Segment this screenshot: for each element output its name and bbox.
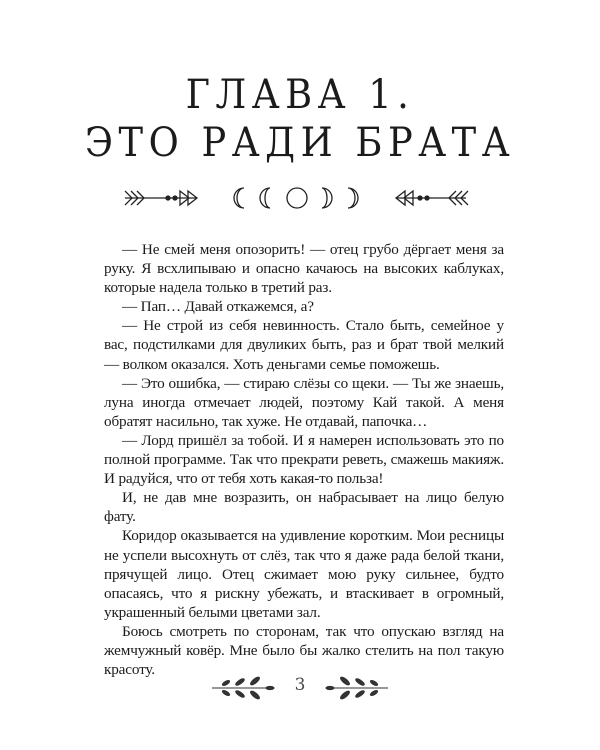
crescent-icon <box>260 188 270 208</box>
full-moon-icon <box>287 188 307 208</box>
leaf-branch-icon <box>212 676 274 700</box>
paragraph: — Не смей меня опозорить! — отец грубо дёргает меня за руку. Я всхлипываю и опасно качаюсь на высоких каблуках, которые надела только в третий раз. <box>104 241 504 297</box>
paragraph: Коридор оказывается на удивление коротким. Мои ресницы не успели высохнуть от слёз, так что я даже рада белой ткани, прячущей лицо. Отец сжимает мою руку сильнее, будто опасаясь, что я рискну убежать, и втаскивает в огромный, украшенный белыми цветами зал. <box>104 527 504 621</box>
paragraph: — Пап… Давай откажемся, а? <box>122 298 314 316</box>
paragraph: — Это ошибка, — стираю слёзы со щеки. — Ты же знаешь, луна иногда отмечает людей, поэтому Кай такой. А меня обратят насильно, так хуже. Не отдавай, папочка… <box>104 374 504 430</box>
leaf-branch-icon <box>326 676 388 700</box>
chapter-title-line-2: ЭТО РАДИ БРАТА <box>84 120 516 166</box>
paragraph: — Лорд пришёл за тобой. И я намерен использовать это по полной программе. Так что прекрати реветь, смажешь макияж. И радуйся, что от тебя хоть какая-то польза! <box>104 431 504 488</box>
page-number: 3 <box>294 675 306 695</box>
chapter-body <box>104 240 504 679</box>
waxing-crescent-icon <box>348 188 358 208</box>
arrow-right-icon <box>125 191 197 205</box>
waning-crescent-icon <box>234 188 244 208</box>
arrow-left-icon <box>396 191 468 205</box>
chapter-title-line-1: ГЛАВА 1. <box>185 72 415 118</box>
paragraph: Боюсь смотреть по сторонам, так что опускаю взгляд на жемчужный ковёр. Мне было бы жалко стелить на пол такую красоту. <box>104 622 504 679</box>
crescent-icon <box>322 188 332 208</box>
chapter-ornament <box>0 180 600 216</box>
paragraph: — Не строй из себя невинность. Стало быть, семейное у вас, подстилками для двуликих быть, раз и брат твой мелкий — волком оказался. Хоть деньгами семье поможешь. <box>104 317 504 373</box>
paragraph: И, не дав мне возразить, он набрасывает на лицо белую фату. <box>104 489 504 526</box>
